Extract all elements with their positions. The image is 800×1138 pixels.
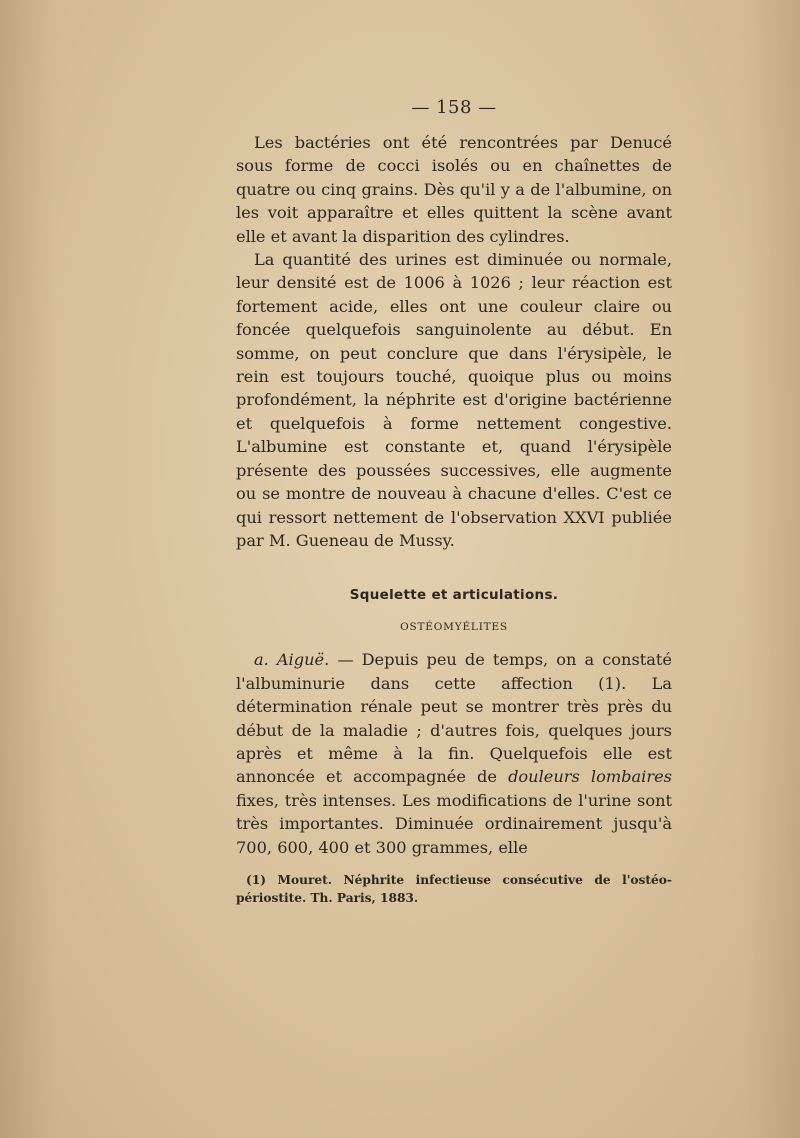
paragraph-bacteria: Les bactéries ont été rencontrées par Denucé sous forme de cocci isolés ou en chaînettes de quatre ou cinq grains. Dès qu'il y a de l'albumine, on les voit apparaître et elles quittent la scène avant elle et avant la disparition des cylindres. bbox=[236, 133, 672, 246]
text-block bbox=[236, 96, 672, 907]
paragraph-acute-label: a. Aiguë. bbox=[254, 650, 330, 670]
footnote: (1) Mouret. Néphrite infectieuse consécutive de l'ostéo-périostite. Th. Paris, 1883. bbox=[236, 872, 672, 905]
paragraph-acute-emphasis: douleurs lombaires bbox=[508, 767, 672, 787]
paragraph-acute-text-1: — Depuis peu de temps, on a constaté l'albuminurie dans cette affection (1). La détermination rénale peut se montrer très près du début de la maladie ; d'autres fois, quelques jours après et même à la fin. Quelquefois elle est annoncée et accompagnée de bbox=[236, 650, 672, 787]
paragraph-urine-quantity: La quantité des urines est diminuée ou normale, leur densité est de 1006 à 1026 ; leur réaction est fortement acide, elles ont une couleur claire ou foncée quelquefois sanguinolente au début. En somme, on peut conclure que dans l'érysipèle, le rein est toujours touché, quoique plus ou moins profondément, la néphrite est d'origine bactérienne et quelquefois à forme nettement congestive. L'albumine est constante et, quand l'érysipèle présente des poussées successives, elle augmente ou se montre de nouveau à chacune d'elles. C'est ce qui ressort nettement de l'observation XXVI publiée par M. Gueneau de Mussy. bbox=[236, 250, 672, 550]
sub-heading: OSTÉOMYÉLITES bbox=[400, 621, 508, 634]
page-number: — 158 — bbox=[411, 97, 497, 118]
footnote-separator bbox=[236, 859, 672, 871]
section-heading: Squelette et articulations. bbox=[349, 587, 559, 604]
paragraph-acute-text-2: fixes, très intenses. Les modifications de l'urine sont très importantes. Diminuée ordinairement jusqu'à 700, 600, 400 et 300 grammes, elle bbox=[236, 790, 672, 857]
paragraph-acute bbox=[236, 648, 672, 859]
